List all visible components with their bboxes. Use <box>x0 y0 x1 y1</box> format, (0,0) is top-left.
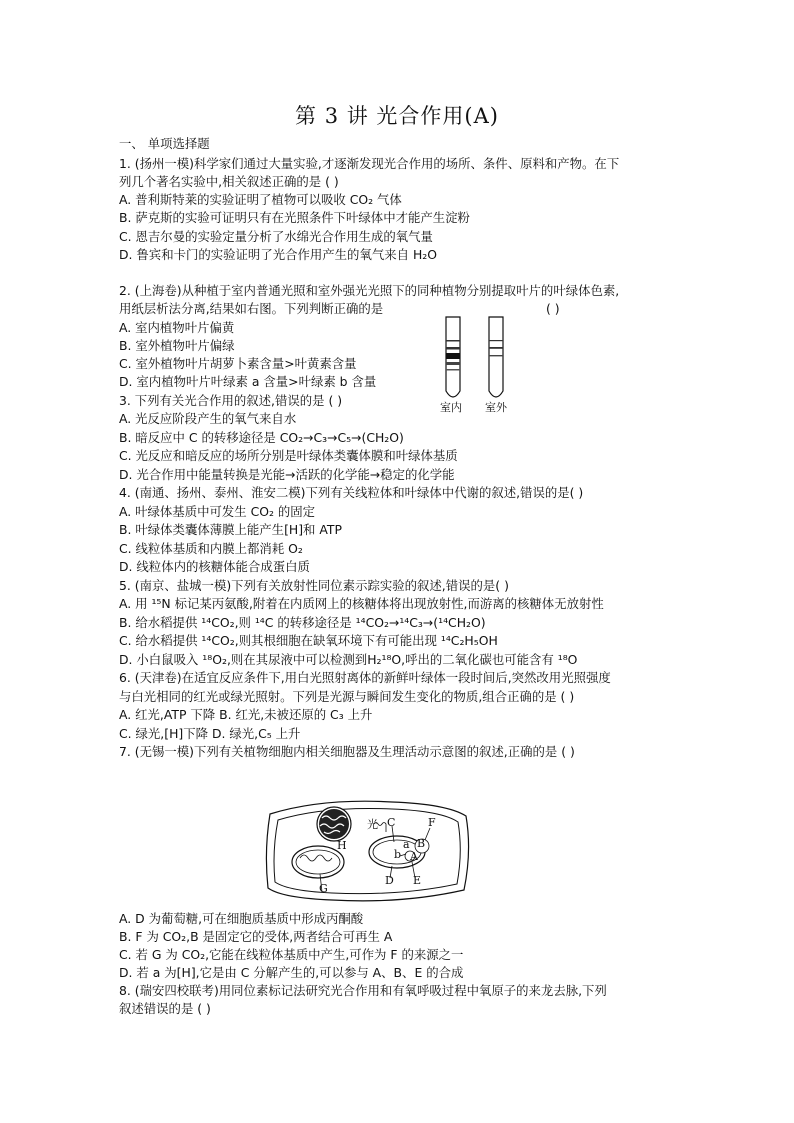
q5-option-a: A. 用 ¹⁵N 标记某丙氨酸,附着在内质网上的核糖体将出现放射性,而游离的核糖体无放射性 <box>119 596 604 611</box>
q3-option-b: B. 暗反应中 C 的转移途径是 CO₂→C₃→C₅→(CH₂O) <box>119 430 404 445</box>
q1-option-b: B. 萨克斯的实验可证明只有在光照条件下叶绿体中才能产生淀粉 <box>119 210 470 225</box>
q8-stem-line1: 8. (瑞安四校联考)用同位素标记法研究光合作用和有氧呼吸过程中氧原子的来龙去脉,下列 <box>119 983 607 998</box>
page-title: 第 3 讲 光合作用(A) <box>295 104 499 128</box>
q2-option-c: C. 室外植物叶片胡萝卜素含量>叶黄素含量 <box>119 356 357 371</box>
label-f: F <box>428 816 436 829</box>
outdoor-label: 室外 <box>485 401 507 414</box>
q3-option-a: A. 光反应阶段产生的氧气来自水 <box>119 411 297 426</box>
q6-options-cd: C. 绿光,[H]下降 D. 绿光,C₅ 上升 <box>119 726 301 741</box>
chromatography-figure <box>438 315 518 415</box>
light-label: 光 <box>367 818 378 831</box>
q4-option-c: C. 线粒体基质和内膜上都消耗 O₂ <box>119 541 303 556</box>
section-heading: 一、 单项选择题 <box>119 136 210 151</box>
label-h: H <box>337 839 347 852</box>
outdoor-tube <box>489 317 503 397</box>
indoor-tube <box>446 317 460 397</box>
q7-option-a: A. D 为葡萄糖,可在细胞质基质中形成丙酮酸 <box>119 911 364 926</box>
label-d: D <box>385 874 394 887</box>
q2-option-a: A. 室内植物叶片偏黄 <box>119 320 235 335</box>
q5-option-b: B. 给水稻提供 ¹⁴CO₂,则 ¹⁴C 的转移途径是 ¹⁴CO₂→¹⁴C₃→(¹⁴CH₂O) <box>119 615 486 630</box>
q2-answer-paren: ( ) <box>546 301 560 316</box>
q2-stem-line1: 2. (上海卷)从种植于室内普通光照和室外强光光照下的同种植物分别提取叶片的叶绿体色素, <box>119 283 620 298</box>
q6-options-ab: A. 红光,ATP 下降 B. 红光,未被还原的 C₃ 上升 <box>119 707 373 722</box>
q7-option-b: B. F 为 CO₂,B 是固定它的受体,两者结合可再生 A <box>119 929 393 944</box>
q6-stem-line1: 6. (天津卷)在适宜反应条件下,用白光照射离体的新鲜叶绿体一段时间后,突然改用光照强度 <box>119 670 611 685</box>
q4-option-a: A. 叶绿体基质中可发生 CO₂ 的固定 <box>119 504 316 519</box>
q1-option-a: A. 普利斯特莱的实验证明了植物可以吸收 CO₂ 气体 <box>119 192 402 207</box>
q7-option-d: D. 若 a 为[H],它是由 C 分解产生的,可以参与 A、B、E 的合成 <box>119 965 464 980</box>
q8-stem-line2: 叙述错误的是 ( ) <box>119 1001 211 1016</box>
q6-stem-line2: 与白光相同的红光或绿光照射。下列是光源与瞬间发生变化的物质,组合正确的是 ( ) <box>119 689 575 704</box>
label-g: G <box>319 882 328 895</box>
q1-option-d: D. 鲁宾和卡门的实验证明了光合作用产生的氧气来自 H₂O <box>119 247 437 262</box>
q2-stem-line2: 用纸层析法分离,结果如右图。下列判断正确的是 <box>119 301 384 316</box>
q4-stem: 4. (南通、扬州、泰州、淮安二模)下列有关线粒体和叶绿体中代谢的叙述,错误的是( ) <box>119 485 584 500</box>
q1-stem-line2: 列几个著名实验中,相关叙述正确的是 ( ) <box>119 174 339 189</box>
indoor-label: 室内 <box>440 401 462 414</box>
label-e: E <box>413 874 422 887</box>
q4-option-b: B. 叶绿体类囊体薄膜上能产生[H]和 ATP <box>119 522 342 537</box>
plant-cell-diagram <box>262 796 474 906</box>
q2-option-d: D. 室内植物叶片叶绿素 a 含量>叶绿素 b 含量 <box>119 374 377 389</box>
q1-option-c: C. 恩吉尔曼的实验定量分析了水绵光合作用生成的氧气量 <box>119 229 433 244</box>
label-a-small: a <box>403 838 410 851</box>
q4-option-d: D. 线粒体内的核糖体能合成蛋白质 <box>119 559 310 574</box>
q5-option-c: C. 给水稻提供 ¹⁴CO₂,则其根细胞在缺氧环境下有可能出现 ¹⁴C₂H₅OH <box>119 633 498 648</box>
label-b-small: b <box>394 848 402 861</box>
q1-stem-line1: 1. (扬州一模)科学家们通过大量实验,才逐渐发现光合作用的场所、条件、原料和产物。在下 <box>119 156 620 171</box>
q5-stem: 5. (南京、盐城一模)下列有关放射性同位素示踪实验的叙述,错误的是( ) <box>119 578 509 593</box>
q3-option-c: C. 光反应和暗反应的场所分别是叶绿体类囊体膜和叶绿体基质 <box>119 448 458 463</box>
q3-stem: 3. 下列有关光合作用的叙述,错误的是 ( ) <box>119 393 343 408</box>
label-b: B <box>417 837 426 850</box>
q7-stem: 7. (无锡一模)下列有关植物细胞内相关细胞器及生理活动示意图的叙述,正确的是 ( ) <box>119 744 575 759</box>
label-c: C <box>387 816 396 829</box>
q2-option-b: B. 室外植物叶片偏绿 <box>119 338 235 353</box>
q5-option-d: D. 小白鼠吸入 ¹⁸O₂,则在其尿液中可以检测到H₂¹⁸O,呼出的二氧化碳也可能含有 ¹⁸O <box>119 652 578 667</box>
label-a: A <box>410 850 418 863</box>
q3-option-d: D. 光合作用中能量转换是光能→活跃的化学能→稳定的化学能 <box>119 467 455 482</box>
q7-option-c: C. 若 G 为 CO₂,它能在线粒体基质中产生,可作为 F 的来源之一 <box>119 947 464 962</box>
